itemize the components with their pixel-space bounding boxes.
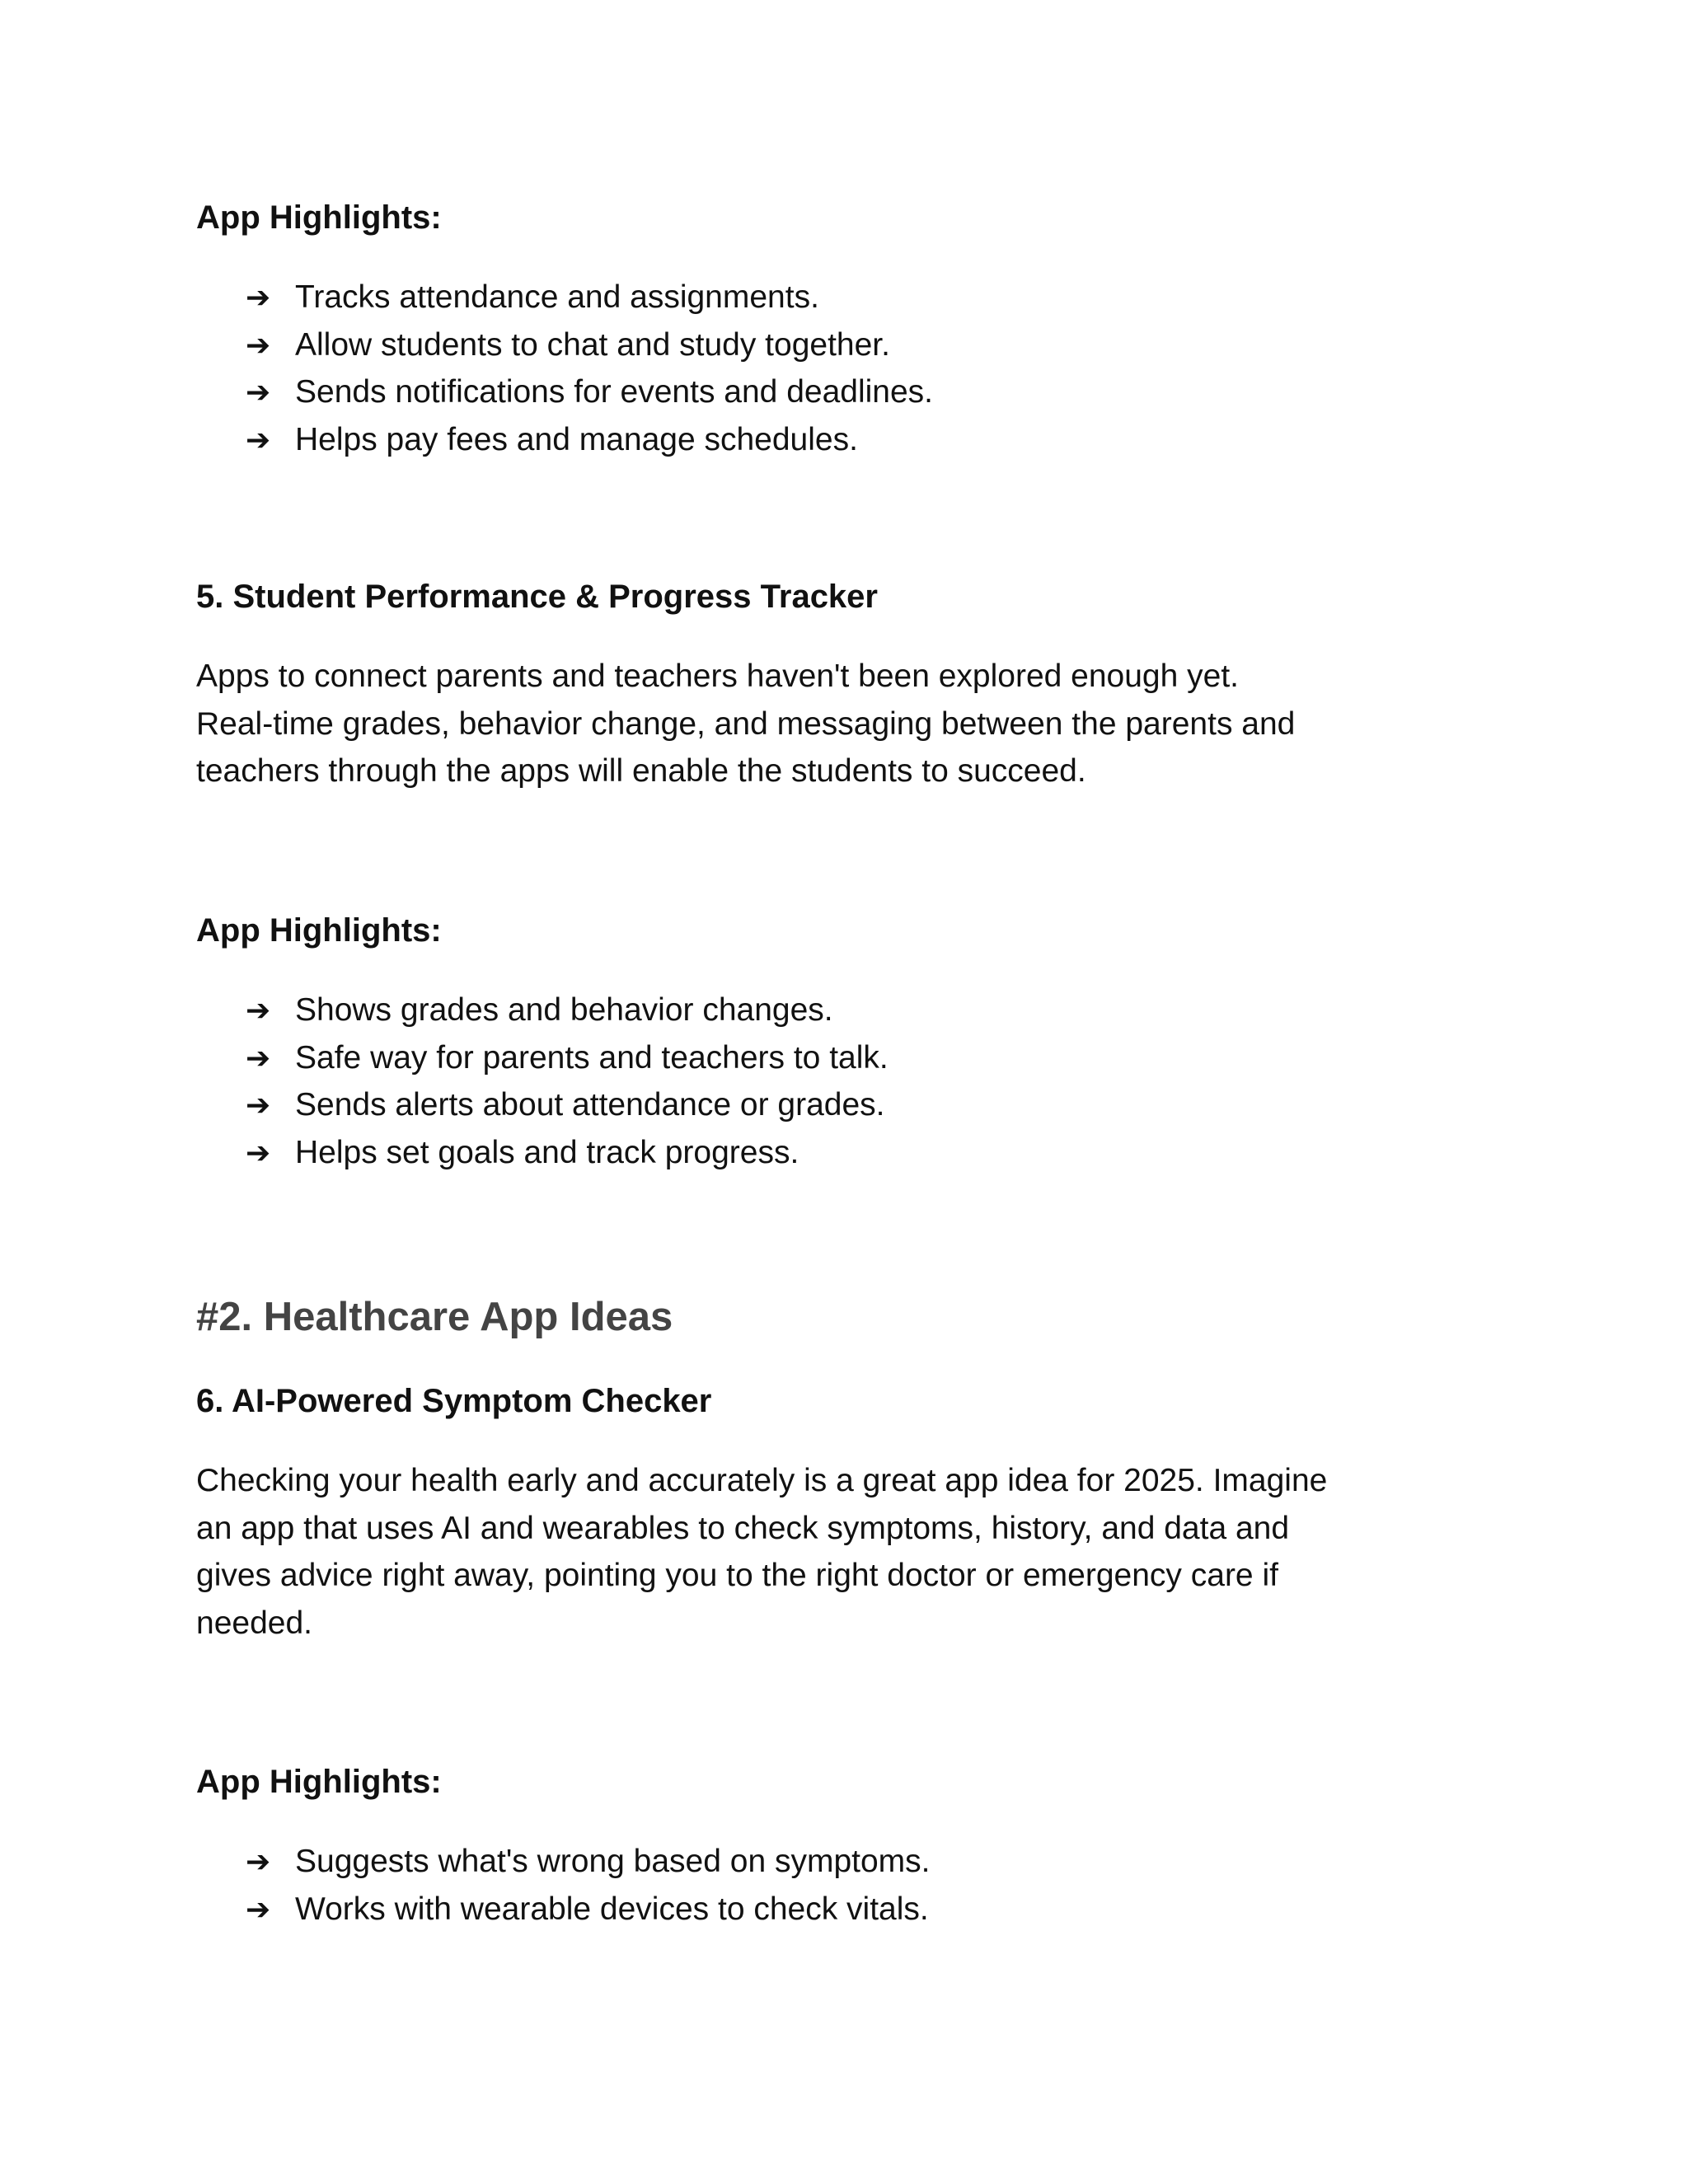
list-item: ➔ Safe way for parents and teachers to talk. [246,1034,1482,1082]
paragraph-line: teachers through the apps will enable the students to succeed. [196,753,1086,789]
section-paragraph [196,653,1515,795]
list-item: ➔ Suggests what's wrong based on symptoms. [246,1838,1482,1886]
paragraph-line: gives advice right away, pointing you to the right doctor or emergency care if [196,1558,1278,1593]
app-highlights-label: App Highlights: [196,1764,442,1800]
arrow-right-icon: ➔ [246,1040,271,1075]
highlights-list [246,987,1482,1176]
list-item: ➔ Shows grades and behavior changes. [246,987,1482,1034]
arrow-right-icon: ➔ [246,1088,271,1122]
app-highlights-label: App Highlights: [196,912,442,949]
list-item: ➔ Helps set goals and track progress. [246,1129,1482,1177]
highlights-list [246,274,1482,463]
paragraph-line: Real-time grades, behavior change, and messaging between the parents and [196,705,1296,742]
category-heading: #2. Healthcare App Ideas [196,1295,673,1339]
list-item: ➔ Works with wearable devices to check vitals. [246,1886,1482,1933]
list-item: ➔ Tracks attendance and assignments. [246,274,1482,321]
arrow-right-icon: ➔ [246,1891,271,1926]
list-item: ➔ Sends notifications for events and deadlines. [246,368,1482,416]
arrow-right-icon: ➔ [246,1844,271,1878]
app-highlights-label: App Highlights: [196,199,442,236]
arrow-right-icon: ➔ [246,280,271,314]
highlights-list [246,1838,1482,1933]
arrow-right-icon: ➔ [246,327,271,362]
list-item: ➔ Helps pay fees and manage schedules. [246,416,1482,464]
arrow-right-icon: ➔ [246,422,271,457]
list-item: ➔ Allow students to chat and study together. [246,321,1482,369]
paragraph-line: Apps to connect parents and teachers haven't been explored enough yet. [196,658,1240,694]
arrow-right-icon: ➔ [246,1135,271,1169]
section-heading: 6. AI-Powered Symptom Checker [196,1383,712,1419]
section-paragraph [196,1457,1515,1647]
section-heading: 5. Student Performance & Progress Tracker [196,579,878,615]
arrow-right-icon: ➔ [246,993,271,1027]
arrow-right-icon: ➔ [246,375,271,409]
paragraph-line: an app that uses AI and wearables to check symptoms, history, and data and [196,1510,1290,1546]
list-item: ➔ Sends alerts about attendance or grades. [246,1081,1482,1129]
paragraph-line: needed. [196,1605,312,1641]
paragraph-line: Checking your health early and accurately is a great app idea for 2025. Imagine [196,1463,1328,1498]
